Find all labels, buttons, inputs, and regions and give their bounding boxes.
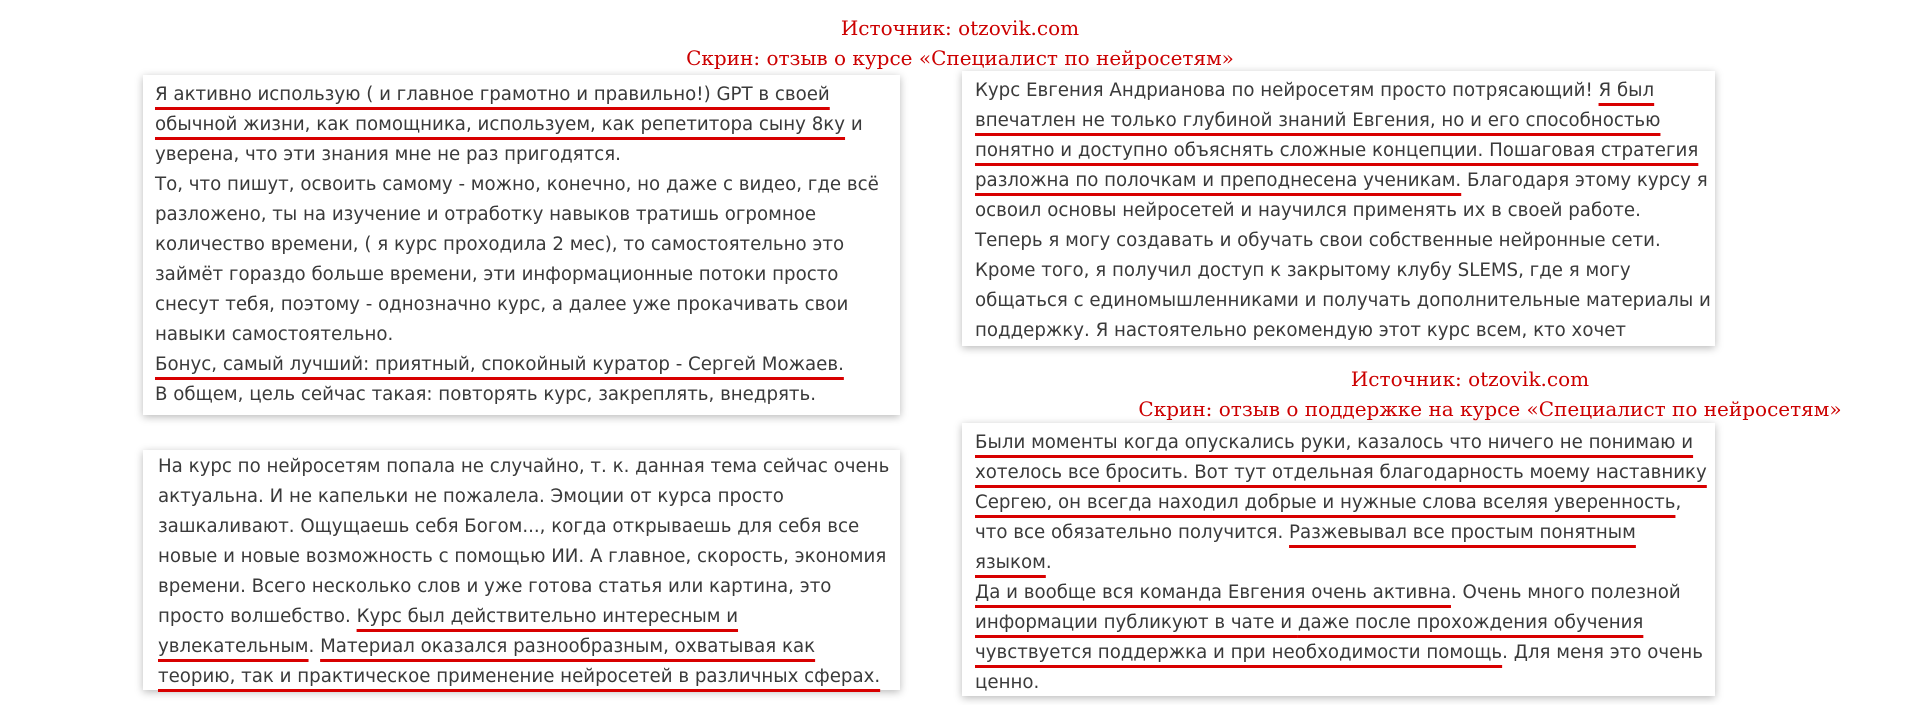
review-card-3 xyxy=(962,71,1715,346)
review-line: разложено, ты на изучение и отработку навыков тратишь огромное xyxy=(155,204,817,225)
review-line: снесут тебя, поэтому - однозначно курс, а далее уже прокачивать свои xyxy=(155,294,849,315)
review-card-2 xyxy=(143,450,900,690)
review-line: времени. Всего несколько слов и уже готова статья или картина, это xyxy=(158,576,832,597)
review-line: понятно и доступно объяснять сложные концепции. Пошаговая стратегия xyxy=(975,140,1699,161)
top-screen-caption: Скрин: отзыв о курсе «Специалист по нейросетям» xyxy=(686,46,1234,70)
review-line: То, что пишут, освоить самому - можно, конечно, но даже с видео, где всё xyxy=(155,174,879,195)
review-card-1 xyxy=(143,75,900,415)
review-card-4 xyxy=(962,423,1715,696)
review-line: Сергею, он всегда находил добрые и нужные слова вселяя уверенность, xyxy=(975,492,1682,513)
right-source-caption: Источник: otzovik.com xyxy=(1350,367,1590,391)
review-line: займёт гораздо больше времени, эти информационные потоки просто xyxy=(155,264,839,285)
review-line: количество времени, ( я курс проходила 2 мес), то самостоятельно это xyxy=(155,234,845,255)
review-line: актуальна. И не капельки не пожалела. Эмоции от курса просто xyxy=(158,486,784,507)
review-line: чувствуется поддержка и при необходимости помощь. Для меня это очень xyxy=(975,642,1703,663)
review-line: Да и вообще вся команда Евгения очень активна. Очень много полезной xyxy=(975,582,1681,603)
review-line: Я активно использую ( и главное грамотно и правильно!) GPT в своей xyxy=(155,84,830,105)
right-screen-caption: Скрин: отзыв о поддержке на курсе «Специалист по нейросетям» xyxy=(1138,397,1842,421)
review-line: языком. xyxy=(975,552,1052,573)
review-line: новые и новые возможность с помощью ИИ. А главное, скорость, экономия xyxy=(158,546,887,567)
review-line: обычной жизни, как помощника, используем, как репетитора сыну 8ку и xyxy=(155,114,863,135)
review-line: поддержку. Я настоятельно рекомендую этот курс всем, кто хочет xyxy=(975,320,1626,341)
top-source-caption: Источник: otzovik.com xyxy=(840,16,1080,40)
review-line: На курс по нейросетям попала не случайно, т. к. данная тема сейчас очень xyxy=(158,456,890,477)
review-line: Кроме того, я получил доступ к закрытому клубу SLEMS, где я могу xyxy=(975,260,1631,281)
review-line: теорию, так и практическое применение нейросетей в различных сферах. xyxy=(158,666,881,687)
review-line: общаться с единомышленниками и получать дополнительные материалы и xyxy=(975,290,1711,311)
review-line: информации публикуют в чате и даже после прохождения обучения xyxy=(975,612,1644,633)
review-line: Были моменты когда опускались руки, казалось что ничего не понимаю и xyxy=(975,432,1694,453)
review-line: ценно. xyxy=(975,672,1040,693)
review-line: В общем, цель сейчас такая: повторять курс, закреплять, внедрять. xyxy=(155,384,817,405)
review-line: освоил основы нейросетей и научился применять их в своей работе. xyxy=(975,200,1641,221)
review-line: что все обязательно получится. Разжевывал все простым понятным xyxy=(975,522,1636,543)
review-line: зашкаливают. Ощущаешь себя Богом..., когда открываешь для себя все xyxy=(158,516,860,537)
review-line: Бонус, самый лучший: приятный, спокойный куратор - Сергей Можаев. xyxy=(155,354,844,375)
review-line: Теперь я могу создавать и обучать свои собственные нейронные сети. xyxy=(975,230,1661,251)
review-line: разложна по полочкам и преподнесена ученикам. Благодаря этому курсу я xyxy=(975,170,1708,191)
review-line: навыки самостоятельно. xyxy=(155,324,394,345)
review-line: Курс Евгения Андрианова по нейросетям просто потрясающий! Я был xyxy=(975,80,1655,101)
review-line: просто волшебство. Курс был действительно интересным и xyxy=(158,606,739,627)
review-line: уверена, что эти знания мне не раз пригодятся. xyxy=(155,144,621,165)
review-line: хотелось все бросить. Вот тут отдельная благодарность моему наставнику xyxy=(975,462,1707,483)
review-line: увлекательным. Материал оказался разнообразным, охватывая как xyxy=(158,636,816,657)
review-line: впечатлен не только глубиной знаний Евгения, но и его способностью xyxy=(975,110,1661,131)
